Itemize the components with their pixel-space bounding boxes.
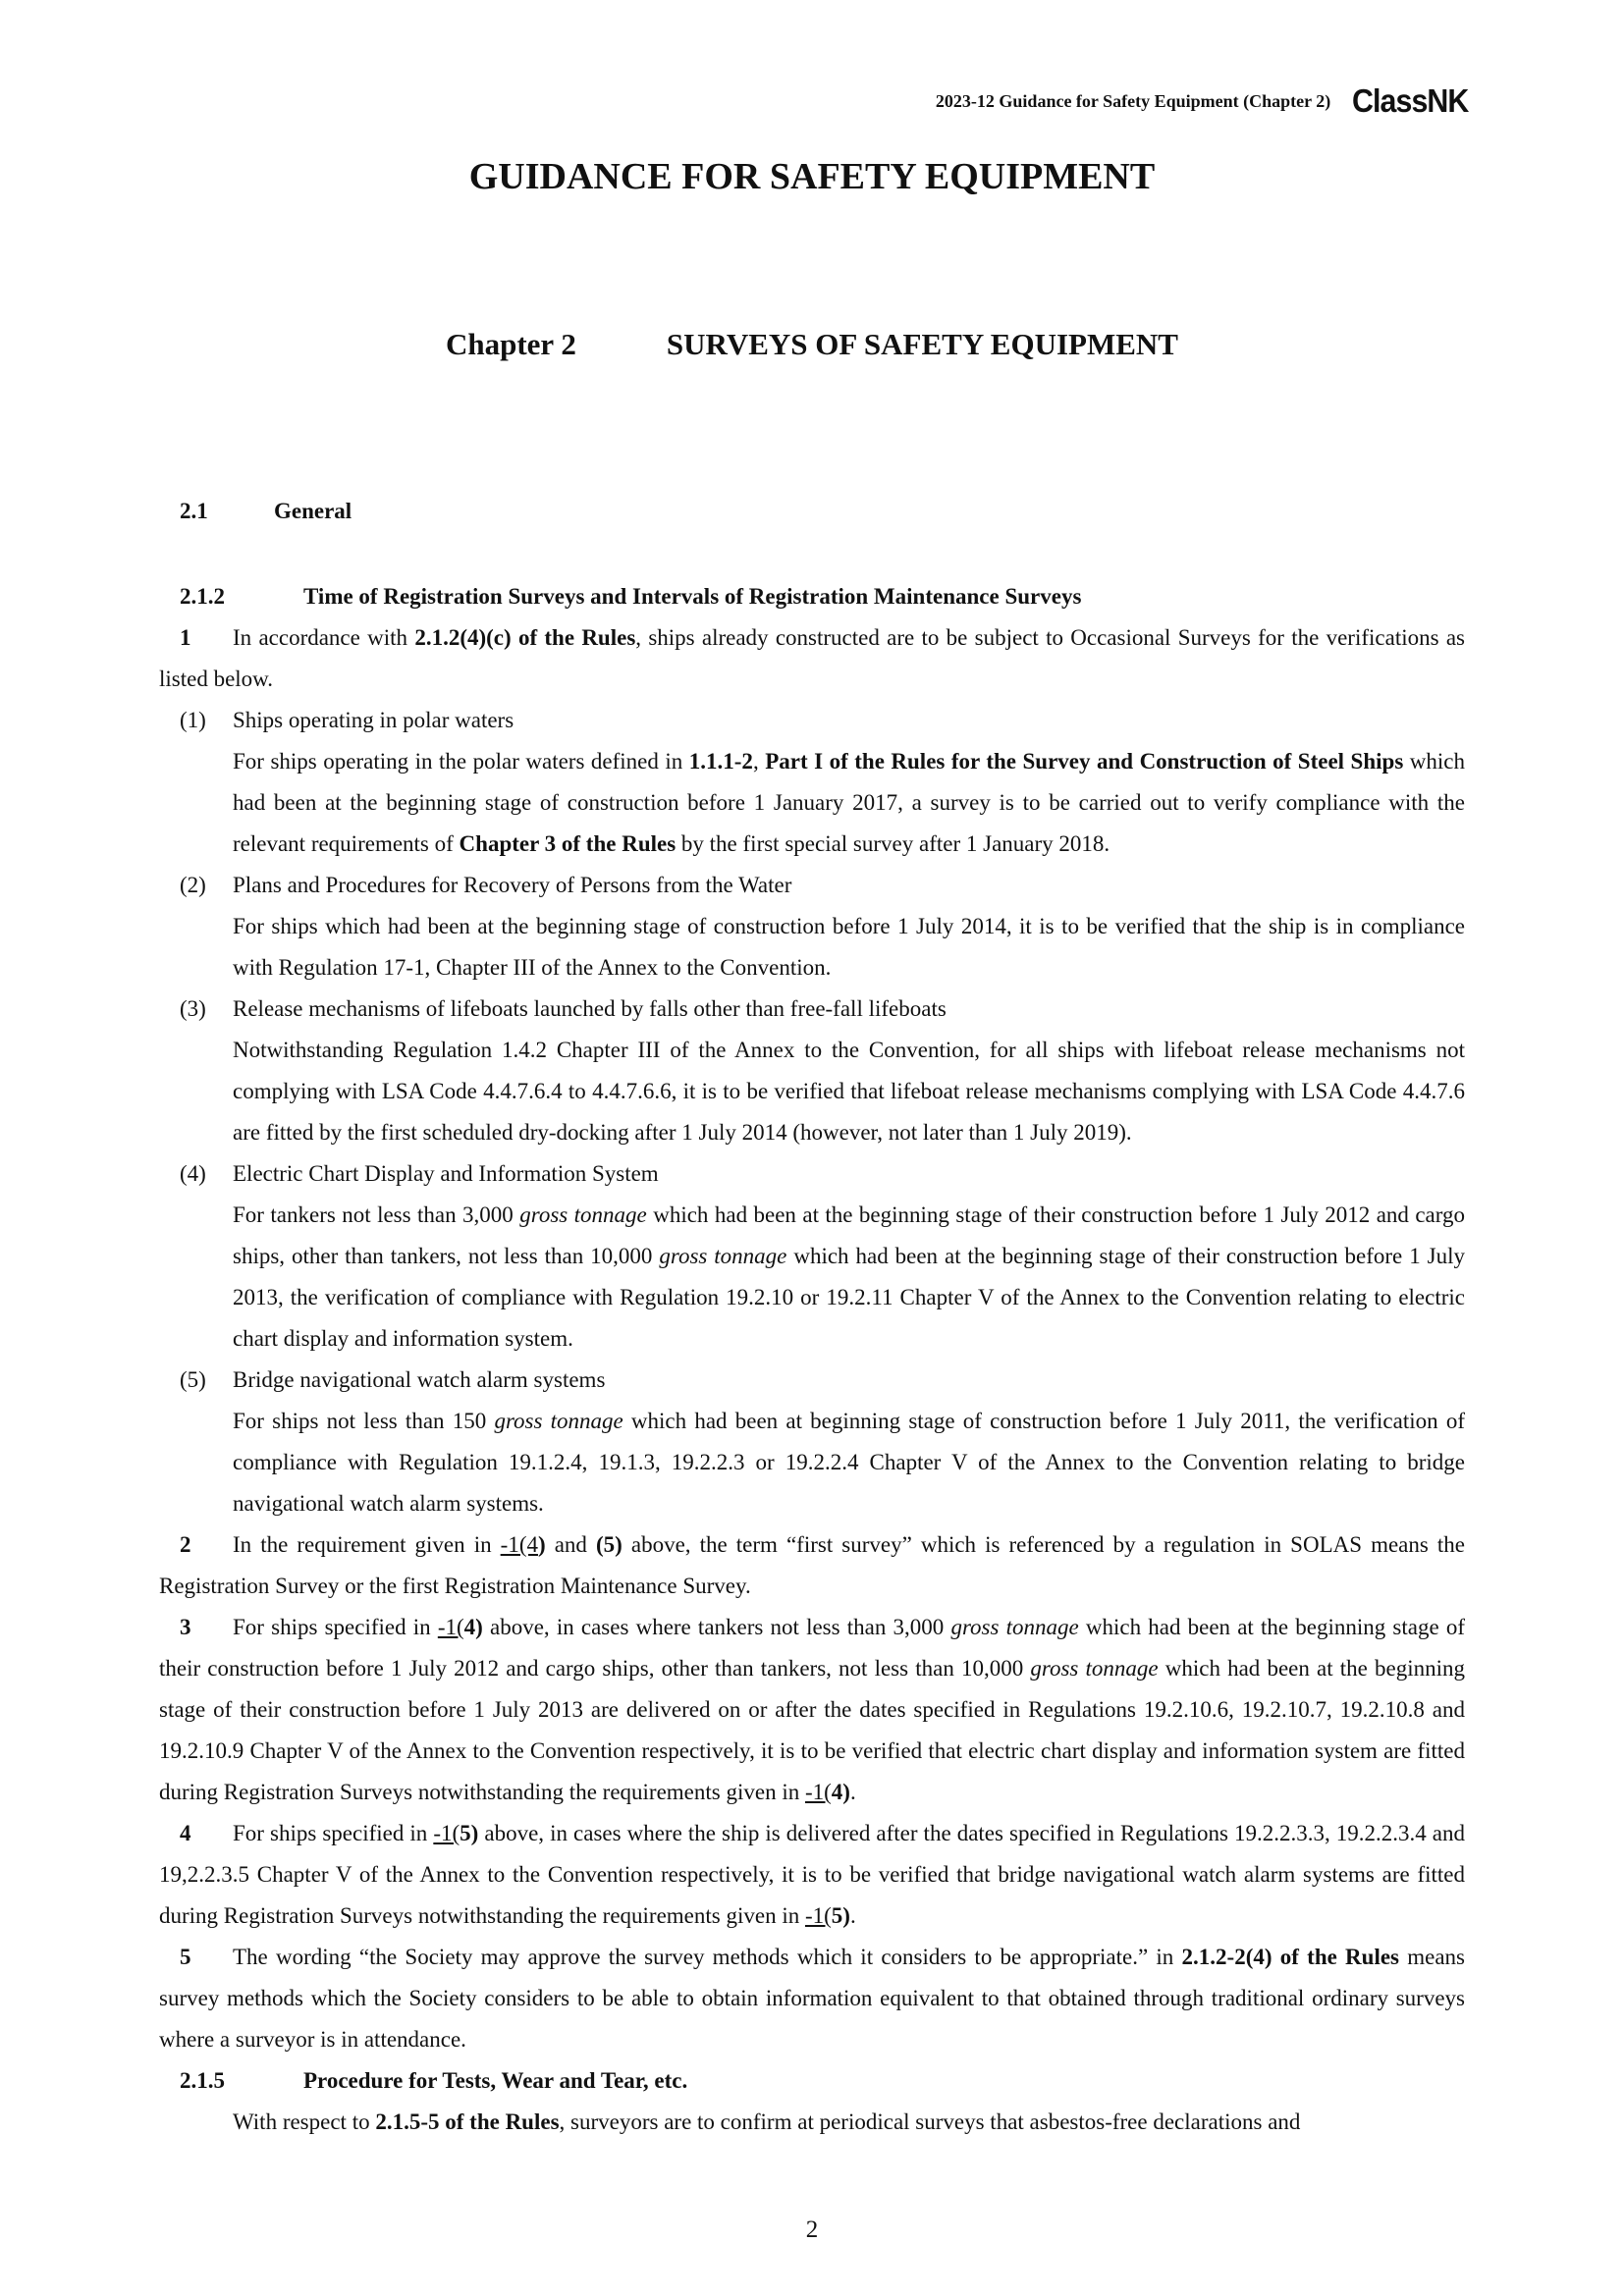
rule-reference: 2.1.5-5 of the Rules	[375, 2109, 560, 2134]
section-heading	[180, 499, 352, 524]
list-item-5-text: For ships not less than 150 gross tonnage which had been at beginning stage of construction before 1 July 2011, the verification of compliance with Regulation 19.1.2.4, 19.1.3, 19.2.2.3 or 19.2.2.4 Chapter V of the Annex to the Convention relating to bridge navigational watch alarm systems.	[233, 1409, 1465, 1516]
subsection-heading-2-1-5	[159, 2060, 1465, 2102]
paragraph-4: 4 For ships specified in -1(5) above, in cases where the ship is delivered after the dates specified in Regulations 19.2.2.3.3, 19.2.2.3.4 and 19,2.2.3.5 Chapter V of the Annex to the Convention respectively, it is to be verified that bridge navigational watch alarm systems are fitted during Registration Surveys notwithstanding the requirements given in -1(5).	[159, 1813, 1465, 1937]
document-title: GUIDANCE FOR SAFETY EQUIPMENT	[468, 156, 1156, 197]
subsection-number: 2.1.2	[180, 584, 225, 609]
list-item-4-heading: (4) Electric Chart Display and Information System	[159, 1153, 1465, 1195]
cross-reference: -1(4	[500, 1532, 538, 1557]
item-number: (4)	[180, 1161, 206, 1186]
cross-reference: -1(	[437, 1615, 464, 1639]
rule-reference: 2.1.2(4)(c) of the Rules	[414, 625, 636, 650]
rule-reference: Chapter 3 of the Rules	[459, 831, 677, 856]
section-number: 2.1	[180, 499, 208, 523]
cross-reference: -1(	[804, 1903, 832, 1928]
paragraph-1: 1 In accordance with 2.1.2(4)(c) of the Rules, ships already constructed are to be subject to Occasional Surveys for the verifications as listed below.	[159, 617, 1465, 700]
list-item-3-heading: (3) Release mechanisms of lifeboats launched by falls other than free-fall lifeboats	[159, 988, 1465, 1030]
cross-reference: -1(	[804, 1780, 832, 1804]
rule-reference: Part I of the Rules for the Survey and Construction of Steel Ships	[765, 749, 1404, 774]
paragraph-number: 3	[180, 1615, 191, 1639]
list-item-5-heading: (5) Bridge navigational watch alarm systems	[159, 1360, 1465, 1401]
page-number: 2	[805, 2216, 819, 2243]
chapter-title: SURVEYS OF SAFETY EQUIPMENT	[666, 327, 1178, 361]
paragraph-number: 5	[180, 1945, 191, 1969]
chapter-heading	[0, 327, 1624, 362]
paragraph-3: 3 For ships specified in -1(4) above, in cases where tankers not less than 3,000 gross tonnage which had been at the beginning stage of their construction before 1 July 2012 and cargo ships, other than tankers, not less than 10,000 gross tonnage which had been at the beginning stage of their construction before 1 July 2013 are delivered on or after the dates specified in Regulations 19.2.10.6, 19.2.10.7, 19.2.10.8 and 19.2.10.9 Chapter V of the Annex to the Convention respectively, it is to be verified that electric chart display and information system are fitted during Registration Surveys notwithstanding the requirements given in -1(4).	[159, 1607, 1465, 1813]
defined-term: gross tonnage	[1030, 1656, 1159, 1681]
list-item-1-heading: (1) Ships operating in polar waters	[159, 700, 1465, 741]
item-number: (1)	[180, 708, 206, 732]
paragraph-5: 5 The wording “the Society may approve the survey methods which it considers to be appropriate.” in 2.1.2-2(4) of the Rules means survey methods which the Society considers to be able to obtain information equivalent to that obtained through traditional ordinary surveys where a surveyor is in attendance.	[159, 1937, 1465, 2060]
defined-term: gross tonnage	[950, 1615, 1079, 1639]
paragraph-2-1-5: With respect to 2.1.5-5 of the Rules, surveyors are to confirm at periodical surveys that asbestos-free declarations and	[233, 2109, 1301, 2134]
list-item-2-text: For ships which had been at the beginning stage of construction before 1 July 2014, it is to be verified that the ship is in compliance with Regulation 17-1, Chapter III of the Annex to the Convention.	[233, 914, 1465, 980]
subsection-title: Procedure for Tests, Wear and Tear, etc.	[303, 2068, 688, 2093]
subsection-heading-2-1-2	[159, 576, 1465, 617]
list-item-3-text: Notwithstanding Regulation 1.4.2 Chapter III of the Annex to the Convention, for all ships with lifeboat release mechanisms not complying with LSA Code 4.4.7.6.4 to 4.4.7.6.6, it is to be verified that lifeboat release mechanisms complying with LSA Code 4.4.7.6 are fitted by the first scheduled dry-docking after 1 July 2014 (however, not later than 1 July 2019).	[233, 1038, 1465, 1145]
list-item-4-text: For tankers not less than 3,000 gross tonnage which had been at the beginning stage of their construction before 1 July 2012 and cargo ships, other than tankers, not less than 10,000 gross tonnage which had been at the beginning stage of their construction before 1 July 2013, the verification of compliance with Regulation 19.2.10 or 19.2.11 Chapter V of the Annex to the Convention relating to electric chart display and information system.	[233, 1202, 1465, 1351]
paragraph-2: 2 In the requirement given in -1(4) and (5) above, the term “first survey” which is referenced by a regulation in SOLAS means the Registration Survey or the first Registration Maintenance Survey.	[159, 1524, 1465, 1607]
defined-term: gross tonnage	[494, 1409, 623, 1433]
rule-reference: 1.1.1-2	[688, 749, 753, 774]
subsection-title: Time of Registration Surveys and Intervals of Registration Maintenance Surveys	[303, 584, 1082, 609]
cross-reference: (5)	[595, 1532, 623, 1557]
body-text	[159, 576, 1465, 2143]
item-number: (2)	[180, 873, 206, 897]
item-number: (5)	[180, 1367, 206, 1392]
cross-reference: -1(	[433, 1821, 460, 1845]
subsection-number: 2.1.5	[180, 2068, 225, 2093]
list-item-2-heading: (2) Plans and Procedures for Recovery of Persons from the Water	[159, 865, 1465, 906]
section-title: General	[274, 499, 352, 523]
defined-term: gross tonnage	[659, 1244, 787, 1268]
header-doc-ref: 2023-12 Guidance for Safety Equipment (Chapter 2)	[935, 90, 1331, 111]
paragraph-number: 2	[180, 1532, 191, 1557]
chapter-number: Chapter 2	[445, 327, 576, 361]
running-header	[936, 82, 1479, 120]
paragraph-number: 1	[180, 625, 191, 650]
list-item-1-text: For ships operating in the polar waters defined in 1.1.1-2, Part I of the Rules for the Survey and Construction of Steel Ships which had been at the beginning stage of construction before 1 January 2017, a survey is to be carried out to verify compliance with the relevant requirements of Chapter 3 of the Rules by the first special survey after 1 January 2018.	[233, 749, 1465, 856]
item-number: (3)	[180, 996, 206, 1021]
classnk-logo: ClassNK	[1352, 82, 1469, 119]
defined-term: gross tonnage	[519, 1202, 647, 1227]
rule-reference: 2.1.2-2(4) of the Rules	[1181, 1945, 1399, 1969]
paragraph-number: 4	[180, 1821, 191, 1845]
